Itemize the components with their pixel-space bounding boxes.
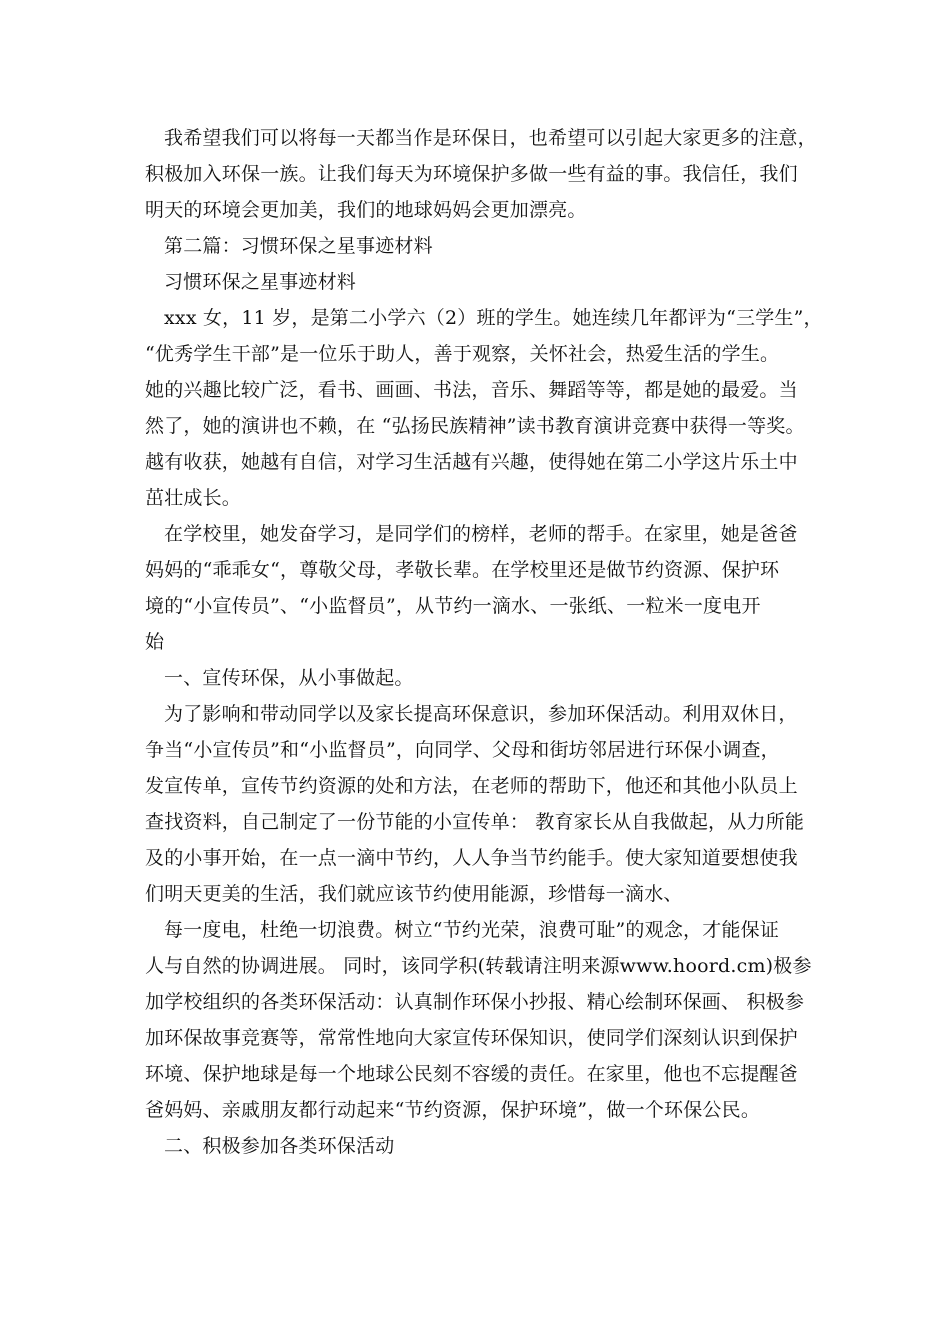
text-line: 人与自然的协调进展。 同时，该同学积(转载请注明来源www.hoord.cm)极参 <box>145 955 812 977</box>
text-line: 加学校组织的各类环保活动：认真制作环保小抄报、精心绘制环保画、 积极参 <box>145 991 805 1013</box>
section-heading: 第二篇：习惯环保之星事迹材料 <box>164 235 433 257</box>
text-line: 越有收获，她越有自信，对学习生活越有兴趣，使得她在第二小学这片乐土中 <box>145 451 798 473</box>
text-line: 她的兴趣比较广泛，看书、画画、书法，音乐、舞蹈等等，都是她的最爱。当 <box>145 379 798 401</box>
text-line: 积极加入环保一族。让我们每天为环境保护多做一些有益的事。我信任，我们 <box>145 163 798 185</box>
text-line: 争当“小宣传员”和“小监督员”，向同学、父母和街坊邻居进行环保小调查， <box>145 739 780 761</box>
text-line: 每一度电，杜绝一切浪费。树立“节约光荣，浪费可耻”的观念，才能保证 <box>164 919 780 941</box>
text-line: 妈妈的“乖乖女“，尊敬父母，孝敬长辈。在学校里还是做节约资源、保护环 <box>145 559 780 581</box>
text-line: 境的“小宣传员”、“小监督员”，从节约一滴水、一张纸、一粒米一度电开 <box>145 595 761 617</box>
text-line: “优秀学生干部”是一位乐于助人，善于观察，关怀社会，热爱生活的学生。 <box>145 343 780 365</box>
section-heading: 二、积极参加各类环保活动 <box>164 1135 395 1157</box>
text-line: 我希望我们可以将每一天都当作是环保日，也希望可以引起大家更多的注意， <box>164 127 817 149</box>
text-line: 为了影响和带动同学以及家长提高环保意识，参加环保活动。利用双休日， <box>164 703 798 725</box>
section-title: 习惯环保之星事迹材料 <box>164 271 357 293</box>
text-line: 然了，她的演讲也不赖，在 “弘扬民族精神”读书教育演讲竞赛中获得一等奖。 <box>145 415 805 437</box>
text-line: 及的小事开始，在一点一滴中节约，人人争当节约能手。使大家知道要想使我 <box>145 847 798 869</box>
text-line: 明天的环境会更加美，我们的地球妈妈会更加漂亮。 <box>145 199 587 221</box>
text-line: 加环保故事竞赛等，常常性地向大家宣传环保知识，使同学们深刻认识到保护 <box>145 1027 798 1049</box>
text-line: 环境、保护地球是每一个地球公民刻不容缓的责任。在家里，他也不忘提醒爸 <box>145 1063 798 1085</box>
text-line: 始 <box>145 631 165 653</box>
text-line: 茁壮成长。 <box>145 487 242 509</box>
text-line: 爸妈妈、亲戚朋友都行动起来“节约资源，保护环境”，做一个环保公民。 <box>145 1099 761 1121</box>
text-line: xxx 女，11 岁，是第二小学六（2）班的学生。她连续几年都评为“三学生”， <box>164 307 823 329</box>
text-line: 在学校里，她发奋学习，是同学们的榜样，老师的帮手。在家里，她是爸爸 <box>164 523 798 545</box>
text-line: 们明天更美的生活，我们就应该节约使用能源，珍惜每一滴水、 <box>145 883 683 905</box>
section-heading: 一、宣传环保，从小事做起。 <box>164 667 414 689</box>
text-line: 查找资料，自己制定了一份节能的小宣传单： 教育家长从自我做起，从力所能 <box>145 811 805 833</box>
text-line: 发宣传单，宣传节约资源的处和方法，在老师的帮助下，他还和其他小队员上 <box>145 775 798 797</box>
